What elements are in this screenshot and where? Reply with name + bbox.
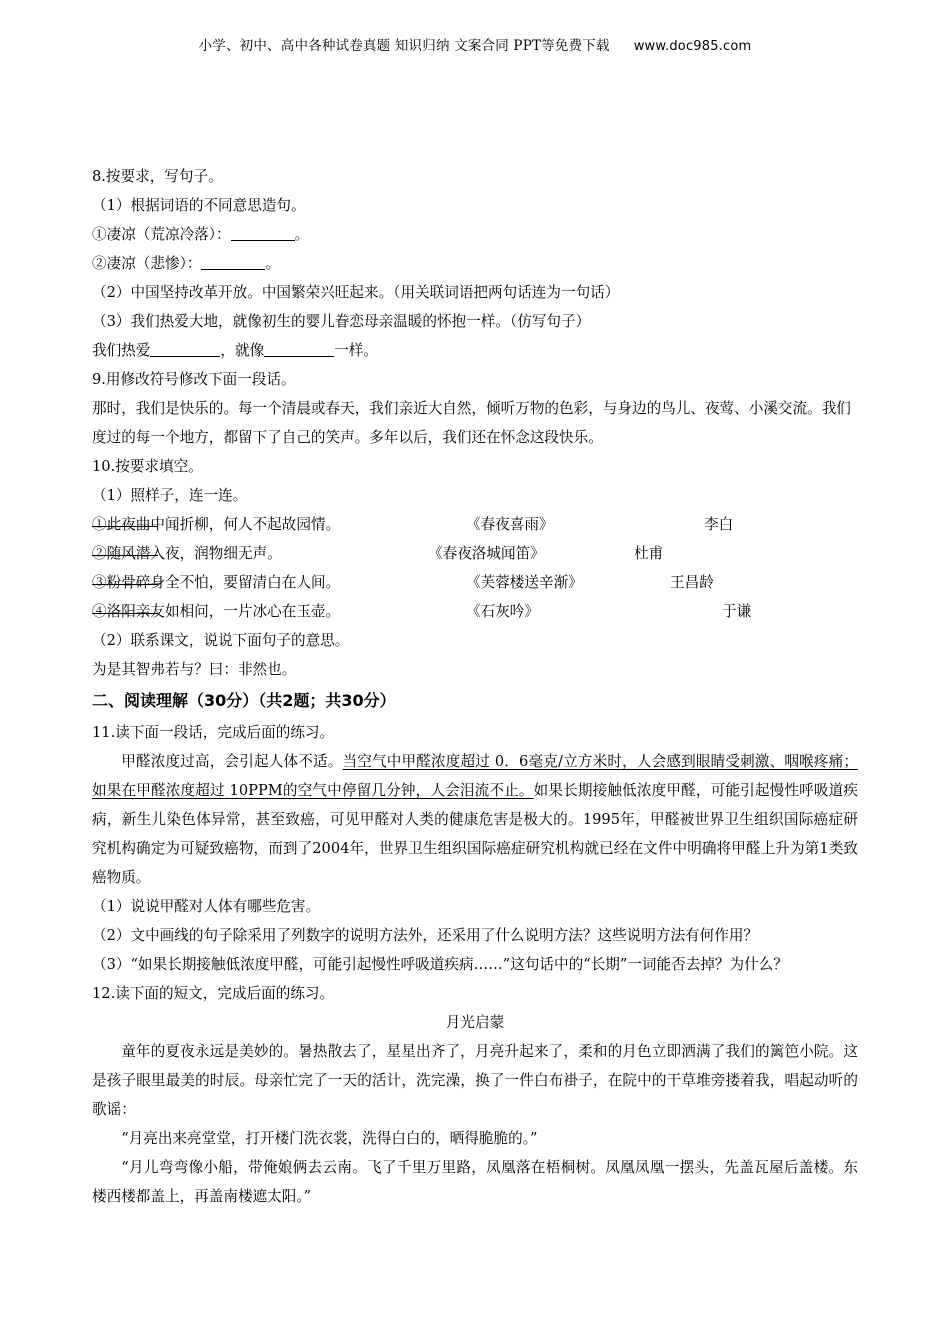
q10-title: 10.按要求填空。 [92, 458, 203, 475]
answer-blank[interactable] [92, 568, 158, 585]
fill-text-c: 一样。 [334, 342, 378, 359]
passage-text: 如果长期接触低浓度甲醛，可能引起慢性呼吸道疾病，新生儿染色体异常，甚至致癌，可见甲醛对人类的健康危害是极大的。1995年，甲醛被世界卫生组织国际癌症研究机构确定为可疑致癌物，而到了2004年，世界卫生组织国际癌症研究机构就已经在文件中明确将甲醛上升为第1类致癌物质。 [92, 782, 858, 886]
q8-item-a-label: ①凄凉（荒凉冷落）： [92, 226, 231, 243]
poem-line: ③粉骨碎身全不怕，要留清白在人间。 [92, 574, 341, 591]
poem-line: ①此夜曲中闻折柳，何人不起故园情。 [92, 516, 341, 533]
period: 。 [294, 226, 310, 243]
underlined-sentence: 当空气中甲醛浓度超过 0．6毫克/立方米时，人会感到眼睛受刺激、咽喉疼痛；如果在甲醛浓度超过 10PPM的空气中停留几分钟，人会泪流不止。 [92, 753, 858, 799]
match-row-2 [92, 539, 858, 568]
fill-text-a: 我们热爱 [92, 342, 151, 359]
poem-line: ④洛阳亲友如相问，一片冰心在玉壶。 [92, 603, 341, 620]
poem-line: ②随风潜入夜，润物细无声。 [92, 545, 282, 562]
poem-author[interactable]: 李白 [704, 516, 734, 533]
q11-sub1: （1）说说甲醛对人体有哪些危害。 [92, 898, 321, 915]
article-title: 月光启蒙 [445, 1014, 505, 1031]
q8-fill-sentence [92, 336, 858, 365]
article-paragraph: “月儿弯弯像小船，带俺娘俩去云南。飞了千里万里路，凤凰落在梧桐树。凤凰凤凰一摆头，先盖瓦屋后盖楼。东楼西楼都盖上，再盖南楼遮太阳。” [92, 1159, 858, 1205]
q11-sub3: （3）“如果长期接触低浓度甲醛，可能引起慢性呼吸道疾病……”这句话中的“长期”一词能否去掉？为什么？ [92, 956, 788, 973]
answer-blank[interactable] [92, 539, 158, 556]
passage-text: 甲醛浓度过高，会引起人体不适。 [121, 753, 343, 770]
header-text: 小学、初中、高中各种试卷真题 知识归纳 文案合同 PPT等免费下载 [198, 38, 610, 54]
q10-part2: （2）联系课文，说说下面句子的意思。 [92, 632, 350, 649]
header-site-link[interactable]: www.doc985.com [633, 39, 752, 54]
answer-blank[interactable] [92, 597, 158, 614]
poem-author[interactable]: 于谦 [722, 603, 752, 620]
q8-item-a [92, 220, 858, 249]
period: 。 [265, 255, 281, 272]
q11-title: 11.读下面一段话，完成后面的练习。 [92, 724, 335, 741]
page-header [0, 34, 950, 54]
poem-author[interactable]: 王昌龄 [670, 574, 714, 591]
fill-text-b: ，就像 [220, 342, 265, 359]
q10-part1: （1）照样子，连一连。 [92, 487, 248, 504]
q8-part3: （3）我们热爱大地，就像初生的婴儿眷恋母亲温暖的怀抱一样。（仿写句子） [92, 313, 591, 330]
section-heading: 二、阅读理解（30分）（共2题；共30分） [92, 691, 396, 710]
poem-title[interactable]: 《芙蓉楼送辛渐》 [466, 574, 583, 591]
q10-quote: 为是其智弗若与？曰：非然也。 [92, 661, 297, 678]
article-paragraph: “月亮出来亮堂堂，打开楼门洗衣裳，洗得白白的，晒得脆脆的。” [121, 1130, 538, 1147]
answer-blank[interactable] [92, 510, 158, 527]
answer-blank[interactable] [201, 253, 265, 270]
match-row-4 [92, 597, 858, 626]
q11-sub2: （2）文中画线的句子除采用了列数字的说明方法外，还采用了什么说明方法？这些说明方法有何作用？ [92, 927, 759, 944]
q8-part1: （1）根据词语的不同意思造句。 [92, 197, 306, 214]
q8-part2: （2）中国坚持改革开放。中国繁荣兴旺起来。（用关联词语把两句话连为一句话） [92, 284, 620, 301]
poem-title[interactable]: 《春夜喜雨》 [466, 516, 554, 533]
q12-title: 12.读下面的短文，完成后面的练习。 [92, 985, 335, 1002]
q9-text: 那时，我们是快乐的。每一个清晨或春天，我们亲近大自然，倾听万物的色彩，与身边的鸟儿、夜莺、小溪交流。我们度过的每一个地方，都留下了自己的笑声。多年以后，我们还在怀念这段快乐。 [92, 400, 851, 446]
match-row-3 [92, 568, 858, 597]
q11-passage [92, 747, 858, 892]
answer-blank[interactable] [231, 224, 295, 241]
poem-title[interactable]: 《石灰吟》 [466, 603, 539, 620]
document-body [92, 162, 858, 1211]
answer-blank[interactable] [264, 340, 334, 357]
q9-title: 9.用修改符号修改下面一段话。 [92, 371, 296, 388]
q8-title: 8.按要求，写句子。 [92, 168, 223, 185]
poem-author[interactable]: 杜甫 [634, 545, 664, 562]
q8-item-b-label: ②凄凉（悲惨）： [92, 255, 202, 272]
article-paragraph: 童年的夏夜永远是美妙的。暑热散去了，星星出齐了，月亮升起来了，柔和的月色立即洒满了我们的篱笆小院。这是孩子眼里最美的时辰。母亲忙完了一天的活计，洗完澡，换了一件白布褂子，在院中的干草堆旁搂着我，唱起动听的歌谣： [92, 1043, 858, 1118]
q8-item-b [92, 249, 858, 278]
answer-blank[interactable] [150, 340, 220, 357]
match-row-1 [92, 510, 858, 539]
poem-title[interactable]: 《春夜洛城闻笛》 [428, 545, 545, 562]
